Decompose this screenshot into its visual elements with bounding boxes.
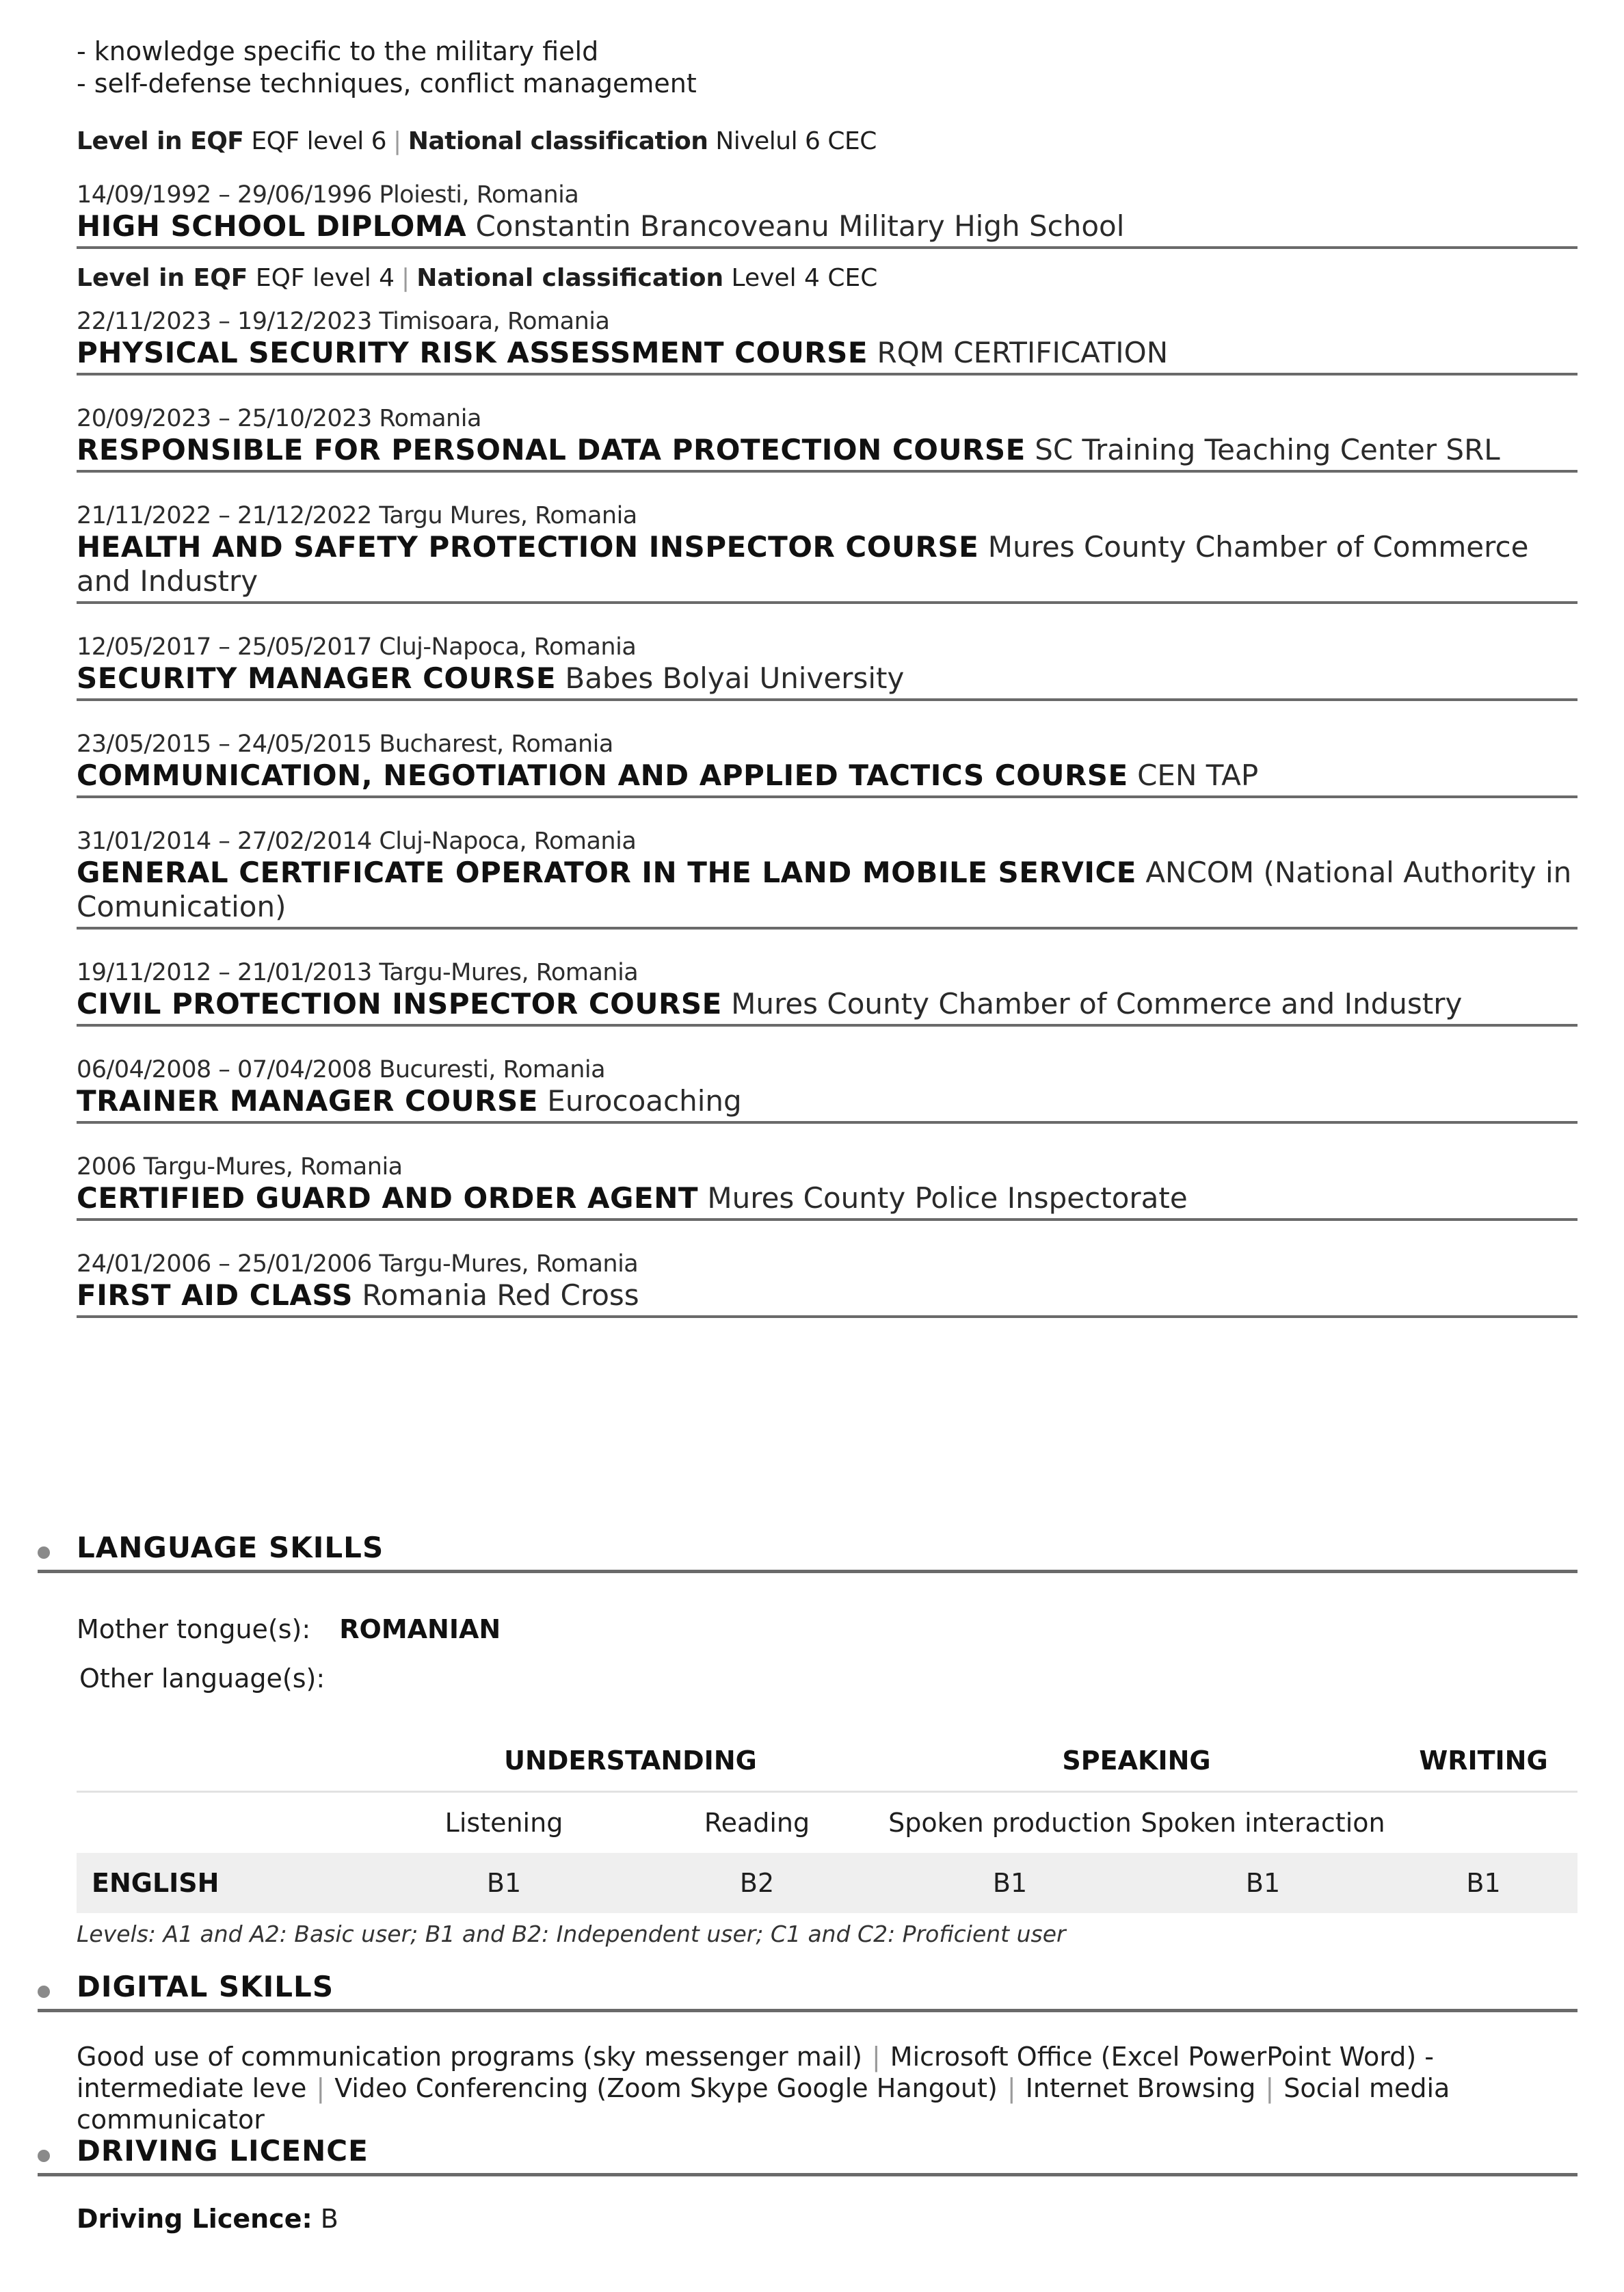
entry-title-line xyxy=(77,336,1578,373)
entry-organisation: RQM CERTIFICATION xyxy=(877,336,1169,369)
entry-title-line xyxy=(77,433,1578,470)
entry-title: HIGH SCHOOL DIPLOMA xyxy=(77,209,467,243)
course-entry xyxy=(77,1055,1578,1124)
entry-title-line xyxy=(77,1084,1578,1121)
entry-title-line xyxy=(77,856,1578,927)
driving-licence-value: B xyxy=(320,2204,338,2234)
bullet-icon xyxy=(38,1546,50,1559)
entry-date-location: 19/11/2012 – 21/01/2013 Targu-Mures, Romania xyxy=(77,959,639,986)
driving-licence-section xyxy=(38,2134,1578,2176)
table-subheader-cell xyxy=(1389,1792,1578,1854)
entry-title: GENERAL CERTIFICATE OPERATOR IN THE LAND MOBILE SERVICE xyxy=(77,856,1136,889)
entry-organisation: Romania Red Cross xyxy=(362,1278,639,1312)
entry-organisation: Constantin Brancoveanu Military High School xyxy=(475,209,1125,243)
section-header xyxy=(38,2134,1578,2176)
entry-organisation: SC Training Teaching Center SRL xyxy=(1035,433,1500,466)
table-header-cell: UNDERSTANDING xyxy=(377,1730,883,1792)
separator: | xyxy=(401,264,410,292)
bullet-icon xyxy=(38,1986,50,1998)
separator: | xyxy=(871,2042,881,2072)
digital-skills-list xyxy=(77,2041,1588,2135)
entry-organisation: Mures County Chamber of Commerce and Industry xyxy=(731,987,1463,1020)
separator: | xyxy=(1007,2073,1016,2103)
table-subheader-cell: Spoken interaction xyxy=(1141,1808,1385,1838)
table-header-cell xyxy=(77,1730,377,1792)
entry-title: HEALTH AND SAFETY PROTECTION INSPECTOR COURSE xyxy=(77,530,979,564)
language-table xyxy=(77,1730,1578,1913)
entry-title: CIVIL PROTECTION INSPECTOR COURSE xyxy=(77,987,722,1020)
entry-date-location: 2006 Targu-Mures, Romania xyxy=(77,1153,403,1181)
entry-title: PHYSICAL SECURITY RISK ASSESSMENT COURSE xyxy=(77,336,868,369)
entry-date-location: 22/11/2023 – 19/12/2023 Timisoara, Romania xyxy=(77,308,610,335)
digital-skill: Video Conferencing (Zoom Skype Google Hangout) xyxy=(334,2073,998,2103)
entry-organisation: Mures County Chamber of Commerce and Industry xyxy=(77,530,1529,598)
table-subheader-cell: Listening xyxy=(444,1808,563,1838)
table-subheader xyxy=(77,1792,1578,1854)
entry-date-location: 21/11/2022 – 21/12/2022 Targu Mures, Romania xyxy=(77,502,637,529)
digital-skill: Microsoft Office (Excel PowerPoint Word) - intermediate leve xyxy=(77,2042,1434,2103)
eqf-value: EQF level 6 xyxy=(251,127,387,155)
entry-title-line xyxy=(77,530,1578,601)
national-classification-label: National classification xyxy=(416,264,724,292)
course-entry xyxy=(77,1250,1578,1318)
language-info xyxy=(77,1614,1578,1694)
language-name: ENGLISH xyxy=(77,1853,377,1913)
driving-licence-row xyxy=(77,2204,338,2234)
table-subheader-cell: Spoken production xyxy=(888,1808,1132,1838)
section-title: LANGUAGE SKILLS xyxy=(77,1531,384,1564)
table-header-cell: SPEAKING xyxy=(883,1730,1389,1792)
mother-tongue-value: ROMANIAN xyxy=(339,1614,501,1644)
eqf-label: Level in EQF xyxy=(77,264,248,292)
entry-title: COMMUNICATION, NEGOTIATION AND APPLIED TACTICS COURSE xyxy=(77,759,1128,792)
entry-date-location: 06/04/2008 – 07/04/2008 Bucuresti, Romania xyxy=(77,1056,606,1083)
course-entry xyxy=(77,404,1578,473)
driving-licence-label: Driving Licence: xyxy=(77,2204,312,2234)
mother-tongue-row xyxy=(77,1614,1578,1644)
level-cell: B1 xyxy=(377,1853,630,1913)
mother-tongue-label: Mother tongue(s): xyxy=(77,1614,311,1644)
section-title: DIGITAL SKILLS xyxy=(77,1970,334,2003)
digital-skill: Good use of communication programs (sky messenger mail) xyxy=(77,2042,862,2072)
national-classification-value: Level 4 CEC xyxy=(731,264,878,292)
separator: | xyxy=(393,127,401,155)
national-classification-value: Nivelul 6 CEC xyxy=(715,127,877,155)
levels-legend: Levels: A1 and A2: Basic user; B1 and B2: Independent user; C1 and C2: Proficient user xyxy=(77,1921,1066,1947)
section-title: DRIVING LICENCE xyxy=(77,2134,369,2168)
entry-date-location: 14/09/1992 – 29/06/1996 Ploiesti, Romania xyxy=(77,181,579,209)
entry-organisation: CEN TAP xyxy=(1137,759,1259,792)
entry-date-location: 12/05/2017 – 25/05/2017 Cluj-Napoca, Romania xyxy=(77,633,637,661)
entry-title: CERTIFIED GUARD AND ORDER AGENT xyxy=(77,1181,699,1215)
digital-skills-section xyxy=(38,1970,1578,2012)
table-subheader-cell: Reading xyxy=(704,1808,810,1838)
entry-date-location: 20/09/2023 – 25/10/2023 Romania xyxy=(77,405,481,432)
entry-title: TRAINER MANAGER COURSE xyxy=(77,1084,538,1118)
course-entry xyxy=(77,307,1578,376)
entry-title-line xyxy=(77,1181,1578,1218)
course-entry xyxy=(77,633,1578,701)
skills-list xyxy=(77,36,697,100)
level-cell: B2 xyxy=(630,1853,883,1913)
course-list xyxy=(77,307,1578,1318)
table-row xyxy=(77,1853,1578,1913)
digital-skill: Internet Browsing xyxy=(1025,2073,1256,2103)
course-entry xyxy=(77,730,1578,798)
separator: | xyxy=(316,2073,325,2103)
entry-title-line xyxy=(77,661,1578,698)
entry-title-line xyxy=(77,759,1578,795)
course-entry xyxy=(77,1152,1578,1221)
table-header-cell: WRITING xyxy=(1389,1730,1578,1792)
table-subheader-cell xyxy=(77,1792,377,1854)
language-skills-section xyxy=(38,1531,1578,1573)
skill-line: - knowledge specific to the military field xyxy=(77,36,599,66)
eqf-label: Level in EQF xyxy=(77,127,244,155)
entry-date-location: 31/01/2014 – 27/02/2014 Cluj-Napoca, Romania xyxy=(77,828,637,855)
entry-title: SECURITY MANAGER COURSE xyxy=(77,661,557,695)
qualification-level-row xyxy=(77,264,1578,292)
entry-title-line xyxy=(77,1278,1578,1315)
entry-organisation: Babes Bolyai University xyxy=(565,661,905,695)
section-header xyxy=(38,1531,1578,1573)
entry-organisation: ANCOM (National Authority in Comunication) xyxy=(77,856,1572,923)
entry-date-location: 24/01/2006 – 25/01/2006 Targu-Mures, Romania xyxy=(77,1250,639,1278)
separator: | xyxy=(1265,2073,1275,2103)
level-cell: B1 xyxy=(883,1853,1136,1913)
entry-organisation: Mures County Police Inspectorate xyxy=(707,1181,1188,1215)
eqf-value: EQF level 4 xyxy=(255,264,395,292)
entry-title-line xyxy=(77,987,1578,1024)
table-group-header xyxy=(77,1730,1578,1792)
qualification-level-row xyxy=(77,127,877,155)
education-entry xyxy=(77,181,1578,249)
entry-organisation: Eurocoaching xyxy=(547,1084,742,1118)
skill-line: - self-defense techniques, conflict management xyxy=(77,68,697,98)
entry-title: FIRST AID CLASS xyxy=(77,1278,353,1312)
other-languages-label: Other language(s): xyxy=(79,1663,325,1694)
level-cell: B1 xyxy=(1136,1853,1389,1913)
entry-date-location: 23/05/2015 – 24/05/2015 Bucharest, Romania xyxy=(77,730,613,758)
bullet-icon xyxy=(38,2150,50,2162)
entry-title-line xyxy=(77,209,1578,246)
entry-title: RESPONSIBLE FOR PERSONAL DATA PROTECTION COURSE xyxy=(77,433,1026,466)
course-entry xyxy=(77,958,1578,1027)
section-header xyxy=(38,1970,1578,2012)
course-entry xyxy=(77,827,1578,930)
course-entry xyxy=(77,501,1578,604)
digital-skill: Social media communicator xyxy=(77,2073,1450,2135)
education-entries xyxy=(77,181,1578,1318)
level-cell: B1 xyxy=(1389,1853,1578,1913)
national-classification-label: National classification xyxy=(408,127,708,155)
